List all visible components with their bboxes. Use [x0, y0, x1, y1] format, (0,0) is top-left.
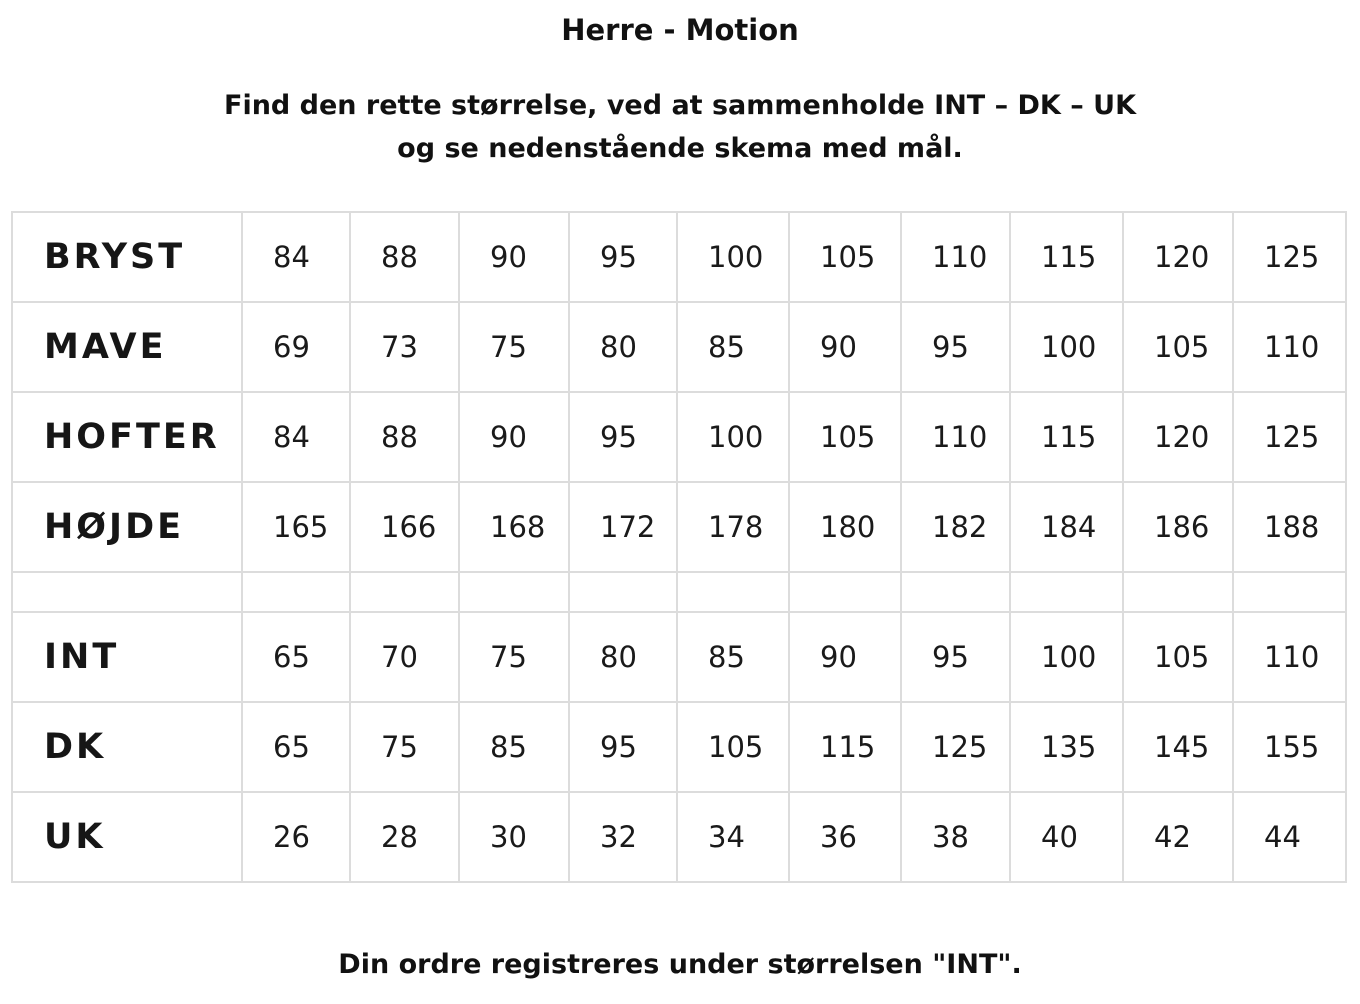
table-cell: 120 [1123, 392, 1233, 482]
table-cell: 38 [901, 792, 1010, 882]
table-cell: 165 [242, 482, 350, 572]
size-chart-body [12, 212, 1346, 882]
table-cell: 125 [901, 702, 1010, 792]
table-cell: 32 [569, 792, 677, 882]
table-cell: 69 [242, 302, 350, 392]
intro-line-1: Find den rette størrelse, ved at sammenholde INT – DK – UK [224, 90, 1136, 121]
empty-cell [1123, 572, 1233, 612]
table-row-højde [12, 482, 1346, 572]
table-cell: 182 [901, 482, 1010, 572]
table-cell: 135 [1010, 702, 1123, 792]
empty-cell [901, 572, 1010, 612]
row-label: DK [12, 702, 242, 792]
table-cell: 100 [677, 212, 789, 302]
table-cell: 80 [569, 612, 677, 702]
table-cell: 115 [1010, 212, 1123, 302]
empty-cell [1010, 572, 1123, 612]
table-cell: 26 [242, 792, 350, 882]
empty-cell [350, 572, 459, 612]
empty-cell [569, 572, 677, 612]
table-cell: 84 [242, 212, 350, 302]
table-cell: 84 [242, 392, 350, 482]
table-cell: 90 [789, 302, 901, 392]
table-row-dk [12, 702, 1346, 792]
table-cell: 44 [1233, 792, 1346, 882]
table-row-int [12, 612, 1346, 702]
table-cell: 85 [677, 302, 789, 392]
table-cell: 110 [901, 212, 1010, 302]
table-cell: 105 [677, 702, 789, 792]
table-cell: 180 [789, 482, 901, 572]
table-cell: 73 [350, 302, 459, 392]
table-cell: 100 [677, 392, 789, 482]
page-title: Herre - Motion [561, 13, 799, 47]
table-cell: 95 [901, 612, 1010, 702]
table-cell: 36 [789, 792, 901, 882]
table-cell: 90 [459, 212, 569, 302]
table-cell: 155 [1233, 702, 1346, 792]
table-cell: 125 [1233, 212, 1346, 302]
table-cell: 80 [569, 302, 677, 392]
empty-cell [677, 572, 789, 612]
table-cell: 178 [677, 482, 789, 572]
table-row-bryst [12, 212, 1346, 302]
row-label: INT [12, 612, 242, 702]
table-cell: 75 [459, 612, 569, 702]
table-cell: 40 [1010, 792, 1123, 882]
table-cell: 28 [350, 792, 459, 882]
table-cell: 85 [677, 612, 789, 702]
table-cell: 42 [1123, 792, 1233, 882]
table-cell: 75 [459, 302, 569, 392]
table-cell: 105 [1123, 612, 1233, 702]
table-cell: 90 [789, 612, 901, 702]
table-cell: 172 [569, 482, 677, 572]
table-row-mave [12, 302, 1346, 392]
table-cell: 100 [1010, 302, 1123, 392]
table-cell: 186 [1123, 482, 1233, 572]
table-cell: 75 [350, 702, 459, 792]
table-cell: 168 [459, 482, 569, 572]
table-cell: 90 [459, 392, 569, 482]
table-cell: 88 [350, 392, 459, 482]
empty-cell [1233, 572, 1346, 612]
size-chart-table [11, 211, 1347, 883]
table-cell: 110 [1233, 612, 1346, 702]
table-cell: 110 [1233, 302, 1346, 392]
table-cell: 30 [459, 792, 569, 882]
empty-cell [12, 572, 242, 612]
row-label: BRYST [12, 212, 242, 302]
table-cell: 120 [1123, 212, 1233, 302]
table-row-uk [12, 792, 1346, 882]
empty-cell [459, 572, 569, 612]
table-cell: 65 [242, 612, 350, 702]
empty-cell [789, 572, 901, 612]
row-label: UK [12, 792, 242, 882]
row-label: HOFTER [12, 392, 242, 482]
table-row-hofter [12, 392, 1346, 482]
table-cell: 95 [569, 702, 677, 792]
table-cell: 88 [350, 212, 459, 302]
table-cell: 95 [901, 302, 1010, 392]
intro-line-2: og se nedenstående skema med mål. [397, 133, 963, 164]
empty-cell [242, 572, 350, 612]
table-cell: 115 [1010, 392, 1123, 482]
table-cell: 110 [901, 392, 1010, 482]
table-cell: 188 [1233, 482, 1346, 572]
table-cell: 105 [1123, 302, 1233, 392]
table-cell: 95 [569, 212, 677, 302]
table-cell: 105 [789, 392, 901, 482]
table-cell: 125 [1233, 392, 1346, 482]
table-cell: 105 [789, 212, 901, 302]
table-cell: 184 [1010, 482, 1123, 572]
table-cell: 70 [350, 612, 459, 702]
table-cell: 65 [242, 702, 350, 792]
row-label: MAVE [12, 302, 242, 392]
row-label: HØJDE [12, 482, 242, 572]
intro-text [0, 84, 1360, 170]
table-cell: 95 [569, 392, 677, 482]
table-cell: 115 [789, 702, 901, 792]
table-cell: 85 [459, 702, 569, 792]
spacer-row [12, 572, 1346, 612]
table-cell: 34 [677, 792, 789, 882]
table-cell: 166 [350, 482, 459, 572]
footer-note: Din ordre registreres under størrelsen "INT". [338, 949, 1022, 980]
table-cell: 100 [1010, 612, 1123, 702]
table-cell: 145 [1123, 702, 1233, 792]
